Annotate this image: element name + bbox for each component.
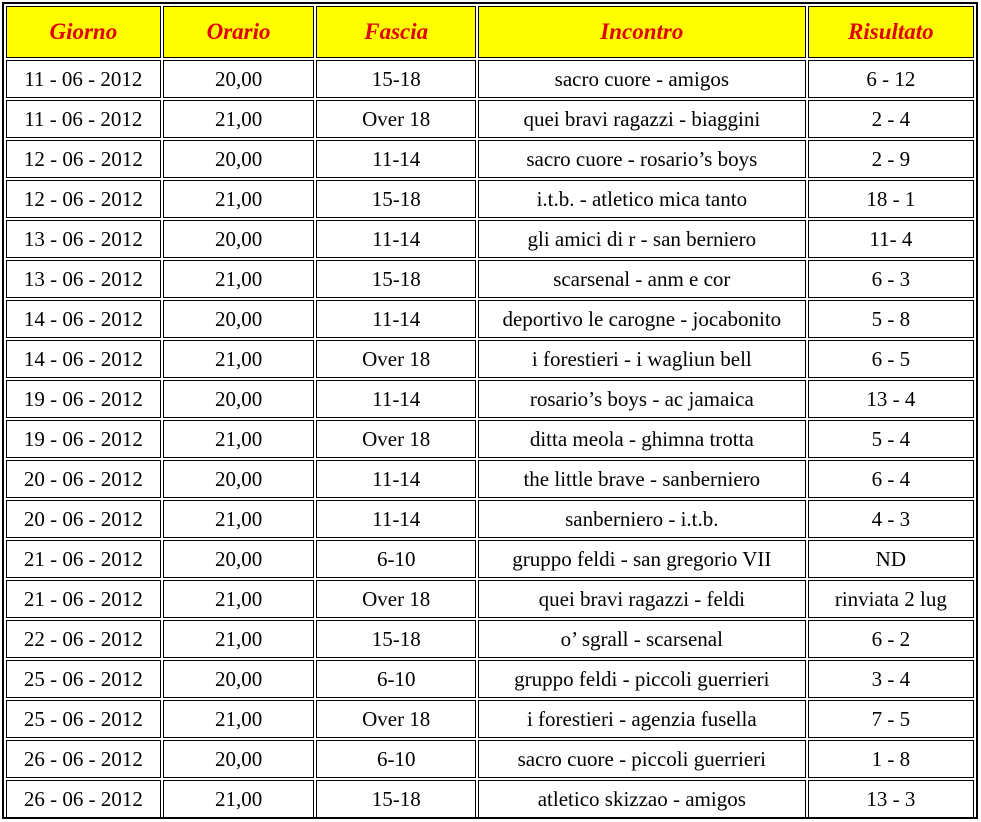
cell-giorno: 20 - 06 - 2012: [6, 500, 161, 538]
cell-incontro: sacro cuore - amigos: [478, 60, 806, 98]
cell-giorno: 13 - 06 - 2012: [6, 220, 161, 258]
results-table-frame: [2, 2, 978, 819]
cell-giorno: 11 - 06 - 2012: [6, 100, 161, 138]
cell-risultato: 6 - 2: [808, 620, 974, 658]
table-row: [6, 780, 974, 818]
cell-risultato: ND: [808, 540, 974, 578]
header-row: [6, 6, 974, 58]
cell-orario: 21,00: [163, 180, 315, 218]
table-header: [6, 6, 974, 58]
cell-risultato: 2 - 4: [808, 100, 974, 138]
cell-orario: 21,00: [163, 100, 315, 138]
cell-incontro: gruppo feldi - san gregorio VII: [478, 540, 806, 578]
cell-giorno: 13 - 06 - 2012: [6, 260, 161, 298]
cell-orario: 20,00: [163, 140, 315, 178]
cell-giorno: 12 - 06 - 2012: [6, 140, 161, 178]
cell-giorno: 26 - 06 - 2012: [6, 740, 161, 778]
table-row: [6, 380, 974, 418]
cell-incontro: gli amici di r - san berniero: [478, 220, 806, 258]
table-row: [6, 580, 974, 618]
cell-giorno: 11 - 06 - 2012: [6, 60, 161, 98]
table-row: [6, 700, 974, 738]
cell-incontro: gruppo feldi - piccoli guerrieri: [478, 660, 806, 698]
cell-incontro: scarsenal - anm e cor: [478, 260, 806, 298]
cell-orario: 21,00: [163, 500, 315, 538]
cell-orario: 21,00: [163, 780, 315, 818]
cell-fascia: Over 18: [316, 100, 476, 138]
cell-giorno: 25 - 06 - 2012: [6, 660, 161, 698]
cell-orario: 20,00: [163, 220, 315, 258]
cell-orario: 20,00: [163, 60, 315, 98]
cell-risultato: 6 - 12: [808, 60, 974, 98]
cell-risultato: 6 - 3: [808, 260, 974, 298]
cell-orario: 21,00: [163, 700, 315, 738]
cell-incontro: i.t.b. - atletico mica tanto: [478, 180, 806, 218]
cell-fascia: 11-14: [316, 220, 476, 258]
header-giorno: Giorno: [6, 6, 161, 58]
cell-giorno: 21 - 06 - 2012: [6, 580, 161, 618]
cell-fascia: 11-14: [316, 380, 476, 418]
header-orario: Orario: [163, 6, 315, 58]
cell-giorno: 19 - 06 - 2012: [6, 380, 161, 418]
cell-orario: 20,00: [163, 460, 315, 498]
cell-fascia: 15-18: [316, 60, 476, 98]
table-row: [6, 660, 974, 698]
cell-risultato: 3 - 4: [808, 660, 974, 698]
header-incontro: Incontro: [478, 6, 806, 58]
cell-orario: 21,00: [163, 420, 315, 458]
cell-incontro: sanberniero - i.t.b.: [478, 500, 806, 538]
cell-fascia: Over 18: [316, 340, 476, 378]
cell-orario: 21,00: [163, 620, 315, 658]
cell-fascia: 6-10: [316, 540, 476, 578]
cell-incontro: i forestieri - i wagliun bell: [478, 340, 806, 378]
cell-fascia: 11-14: [316, 500, 476, 538]
cell-incontro: sacro cuore - piccoli guerrieri: [478, 740, 806, 778]
results-table: [4, 4, 976, 820]
cell-incontro: deportivo le carogne - jocabonito: [478, 300, 806, 338]
header-fascia: Fascia: [316, 6, 476, 58]
cell-risultato: 4 - 3: [808, 500, 974, 538]
cell-fascia: Over 18: [316, 580, 476, 618]
cell-incontro: ditta meola - ghimna trotta: [478, 420, 806, 458]
cell-fascia: Over 18: [316, 700, 476, 738]
cell-fascia: 15-18: [316, 180, 476, 218]
table-row: [6, 460, 974, 498]
cell-giorno: 19 - 06 - 2012: [6, 420, 161, 458]
cell-risultato: 13 - 4: [808, 380, 974, 418]
table-row: [6, 180, 974, 218]
table-row: [6, 500, 974, 538]
cell-orario: 21,00: [163, 260, 315, 298]
cell-fascia: 6-10: [316, 740, 476, 778]
cell-fascia: 15-18: [316, 620, 476, 658]
table-row: [6, 220, 974, 258]
cell-incontro: i forestieri - agenzia fusella: [478, 700, 806, 738]
cell-risultato: 2 - 9: [808, 140, 974, 178]
cell-risultato: 6 - 4: [808, 460, 974, 498]
table-row: [6, 340, 974, 378]
cell-orario: 20,00: [163, 740, 315, 778]
cell-fascia: 6-10: [316, 660, 476, 698]
table-row: [6, 740, 974, 778]
header-risultato: Risultato: [808, 6, 974, 58]
cell-orario: 20,00: [163, 540, 315, 578]
cell-risultato: 6 - 5: [808, 340, 974, 378]
cell-fascia: 11-14: [316, 460, 476, 498]
cell-orario: 20,00: [163, 380, 315, 418]
table-row: [6, 300, 974, 338]
cell-incontro: atletico skizzao - amigos: [478, 780, 806, 818]
cell-fascia: Over 18: [316, 420, 476, 458]
table-row: [6, 140, 974, 178]
cell-incontro: the little brave - sanberniero: [478, 460, 806, 498]
cell-giorno: 21 - 06 - 2012: [6, 540, 161, 578]
table-row: [6, 620, 974, 658]
cell-orario: 20,00: [163, 300, 315, 338]
cell-incontro: rosario’s boys - ac jamaica: [478, 380, 806, 418]
cell-orario: 20,00: [163, 660, 315, 698]
cell-giorno: 14 - 06 - 2012: [6, 300, 161, 338]
cell-giorno: 20 - 06 - 2012: [6, 460, 161, 498]
table-row: [6, 100, 974, 138]
cell-risultato: 18 - 1: [808, 180, 974, 218]
cell-fascia: 15-18: [316, 780, 476, 818]
cell-giorno: 14 - 06 - 2012: [6, 340, 161, 378]
cell-giorno: 22 - 06 - 2012: [6, 620, 161, 658]
table-row: [6, 260, 974, 298]
cell-fascia: 11-14: [316, 140, 476, 178]
cell-risultato: 7 - 5: [808, 700, 974, 738]
cell-risultato: 5 - 8: [808, 300, 974, 338]
cell-risultato: 5 - 4: [808, 420, 974, 458]
cell-giorno: 25 - 06 - 2012: [6, 700, 161, 738]
cell-fascia: 11-14: [316, 300, 476, 338]
cell-risultato: rinviata 2 lug: [808, 580, 974, 618]
table-row: [6, 60, 974, 98]
cell-orario: 21,00: [163, 340, 315, 378]
cell-risultato: 13 - 3: [808, 780, 974, 818]
cell-risultato: 11- 4: [808, 220, 974, 258]
cell-incontro: quei bravi ragazzi - biaggini: [478, 100, 806, 138]
cell-giorno: 12 - 06 - 2012: [6, 180, 161, 218]
cell-giorno: 26 - 06 - 2012: [6, 780, 161, 818]
table-row: [6, 420, 974, 458]
cell-incontro: quei bravi ragazzi - feldi: [478, 580, 806, 618]
cell-incontro: o’ sgrall - scarsenal: [478, 620, 806, 658]
cell-fascia: 15-18: [316, 260, 476, 298]
table-row: [6, 540, 974, 578]
table-body: [6, 60, 974, 818]
cell-orario: 21,00: [163, 580, 315, 618]
cell-incontro: sacro cuore - rosario’s boys: [478, 140, 806, 178]
cell-risultato: 1 - 8: [808, 740, 974, 778]
